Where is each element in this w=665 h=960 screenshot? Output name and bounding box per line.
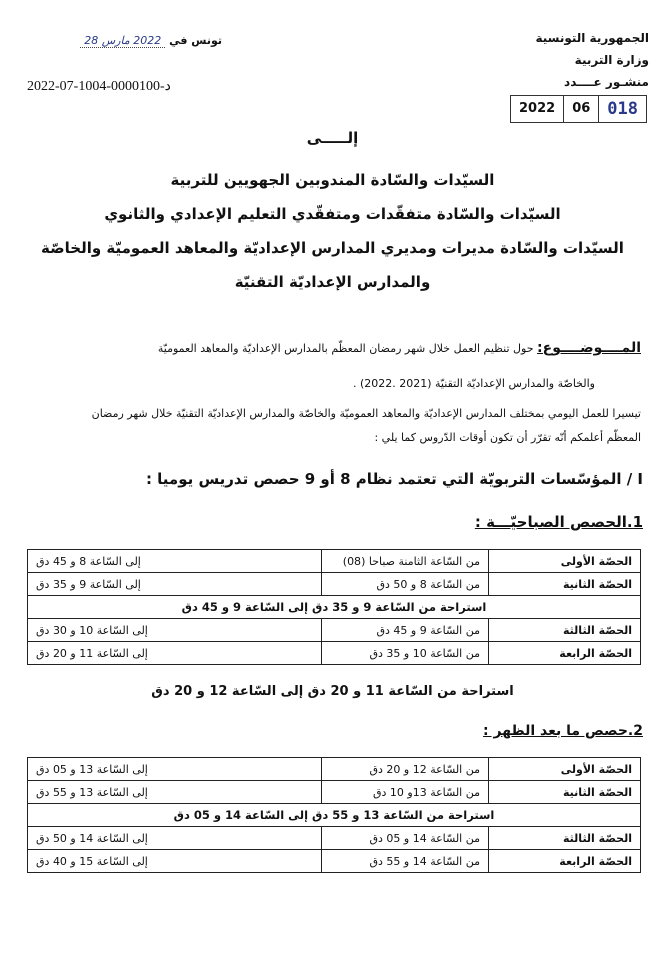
place-date-line <box>70 34 222 47</box>
republic-name: الجمهورية التونسية <box>535 31 649 45</box>
body-line-1: تيسيرا للعمل اليومي بمختلف المدارس الإعداديّة والمعاهد العموميّة والخاصّة والمدارس الإعداديّة التقنيّة خلال شهر رمضان <box>91 407 641 420</box>
handwritten-date: 2022 مارس 28 <box>80 34 165 48</box>
table-row <box>28 781 641 804</box>
session-name: الحصّة الأولى <box>489 758 641 781</box>
session-name: الحصّة الرابعة <box>489 642 641 665</box>
document-code: د-0000100-1004-07-2022 <box>27 79 171 94</box>
session-start: من السّاعة 9 و 45 دق <box>322 619 489 642</box>
session-start: من السّاعة 13و 10 دق <box>322 781 489 804</box>
session-end: إلى السّاعة 13 و 55 دق <box>28 781 322 804</box>
table-row <box>28 550 641 573</box>
subject-line-1 <box>26 338 641 359</box>
session-end: إلى السّاعة 11 و 20 دق <box>28 642 322 665</box>
place-date-prefix: تونس في <box>169 34 222 47</box>
session-start: من السّاعة 14 و 05 دق <box>322 827 489 850</box>
session-start: من السّاعة 12 و 20 دق <box>322 758 489 781</box>
session-name: الحصّة الأولى <box>489 550 641 573</box>
session-end: إلى السّاعة 9 و 35 دق <box>28 573 322 596</box>
table-row <box>28 850 641 873</box>
midday-break: استراحة من السّاعة 11 و 20 دق إلى السّاعة 12 و 20 دق <box>151 684 514 699</box>
body-line-2: المعظّم أعلمكم أنّه تقرّر أن تكون أوقات الدّروس كما يلي : <box>374 431 641 444</box>
session-start: من السّاعة الثامنة صباحا (08) <box>322 550 489 573</box>
addressee-to: إلـــــى <box>306 129 359 147</box>
ref-month: 06 <box>563 96 598 122</box>
table-row <box>28 758 641 781</box>
addressee-line-3: السيّدات والسّادة مديرات ومديري المدارس الإعداديّة والمعاهد العموميّة والخاصّة <box>41 239 624 257</box>
session-end: إلى السّاعة 13 و 05 دق <box>28 758 322 781</box>
afternoon-schedule-table <box>27 757 641 873</box>
session-name: الحصّة الرابعة <box>489 850 641 873</box>
afternoon-title: 2.حصص ما بعد الظهر : <box>483 723 643 739</box>
session-end: إلى السّاعة 14 و 50 دق <box>28 827 322 850</box>
session-end: إلى السّاعة 15 و 40 دق <box>28 850 322 873</box>
subject-label: المــــوضــــوع: <box>537 340 641 356</box>
session-start: من السّاعة 10 و 35 دق <box>322 642 489 665</box>
subject-text-1: حول تنظيم العمل خلال شهر رمضان المعظّم بالمدارس الإعداديّة والمعاهد العموميّة <box>157 342 534 355</box>
table-row <box>28 619 641 642</box>
subject-text-2: والخاصّة والمدارس الإعداديّة التقنيّة (2021 .2022) . <box>352 377 595 390</box>
session-start: من السّاعة 8 و 50 دق <box>322 573 489 596</box>
session-name: الحصّة الثالثة <box>489 619 641 642</box>
morning-title: 1.الحصص الصباحيّـــة : <box>474 513 643 531</box>
session-end: إلى السّاعة 10 و 30 دق <box>28 619 322 642</box>
morning-schedule-table <box>27 549 641 665</box>
session-start: من السّاعة 14 و 55 دق <box>322 850 489 873</box>
session-name: الحصّة الثانية <box>489 781 641 804</box>
table-row <box>28 573 641 596</box>
ministry-name: وزارة التربية <box>574 53 649 67</box>
session-end: إلى السّاعة 8 و 45 دق <box>28 550 322 573</box>
session-name: الحصّة الثالثة <box>489 827 641 850</box>
circular-reference-box <box>510 95 647 123</box>
addressee-line-4: والمدارس الإعداديّة التقنيّة <box>234 273 431 291</box>
addressee-line-2: السيّدات والسّادة متفقّدات ومتفقّدي التعليم الإعدادي والثانوي <box>104 205 561 223</box>
ref-year: 2022 <box>519 101 556 116</box>
table-row <box>28 596 641 619</box>
break-row: استراحة من السّاعة 9 و 35 دق إلى السّاعة 9 و 45 دق <box>28 596 641 619</box>
ref-number: 018 <box>598 96 646 122</box>
table-row <box>28 804 641 827</box>
table-row <box>28 827 641 850</box>
circular-label: منشـور عــــدد <box>564 75 649 89</box>
section-1-title: I / المؤسّسات التربويّة التي تعتمد نظام 8 أو 9 حصص تدريس يوميا : <box>145 470 643 488</box>
table-row <box>28 642 641 665</box>
session-name: الحصّة الثانية <box>489 573 641 596</box>
addressee-line-1: السيّدات والسّادة المندوبين الجهويين للتربية <box>170 171 495 189</box>
break-row: استراحة من السّاعة 13 و 55 دق إلى السّاعة 14 و 05 دق <box>28 804 641 827</box>
